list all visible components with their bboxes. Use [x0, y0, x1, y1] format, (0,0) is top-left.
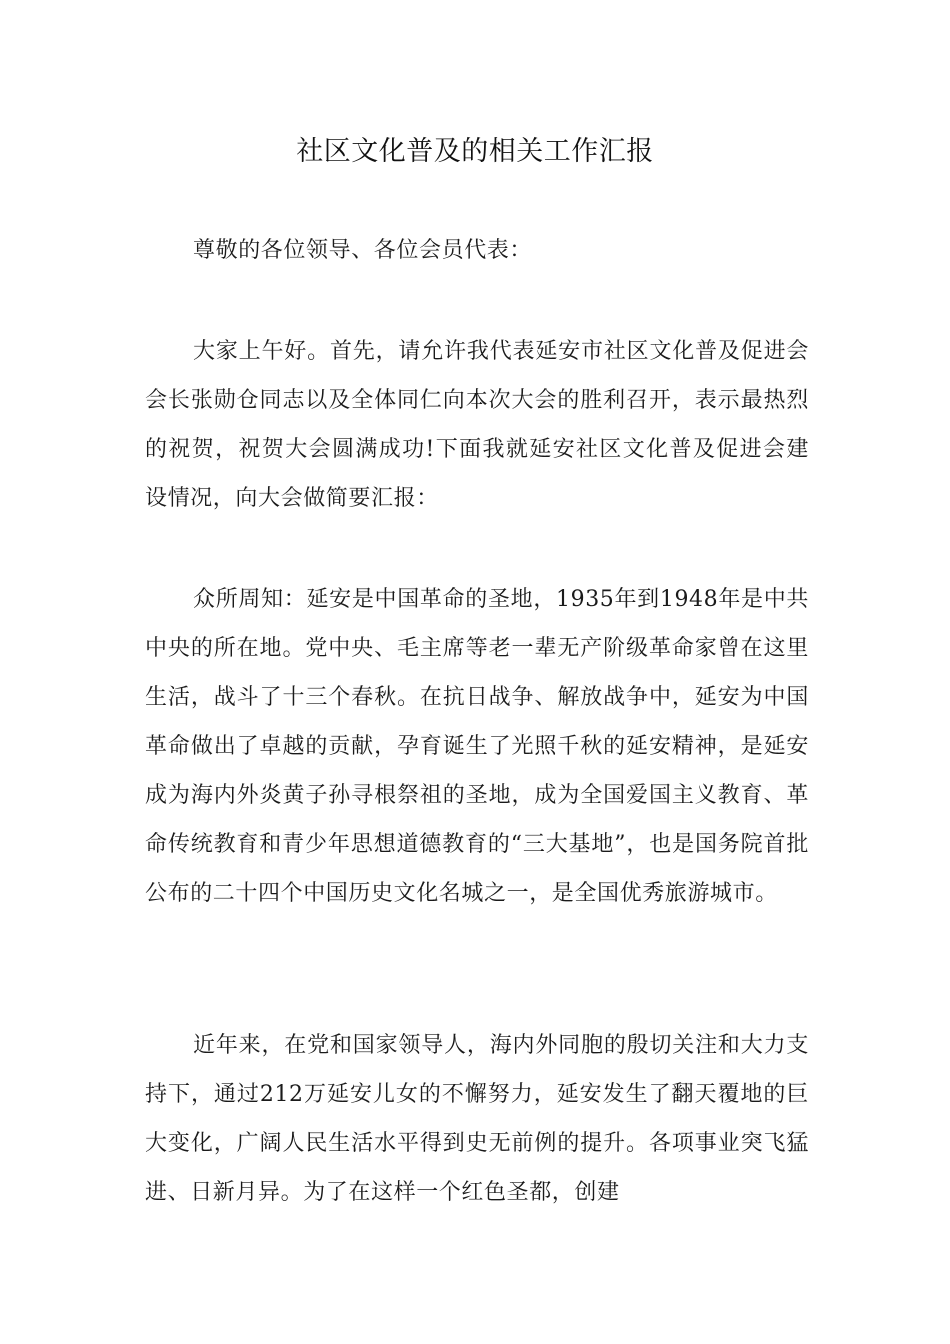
document-title: 社区文化普及的相关工作汇报	[296, 136, 654, 167]
paragraph-salutation: 尊敬的各位领导、各位会员代表：	[193, 238, 533, 263]
paragraph-yanan-history: 众所周知：延安是中国革命的圣地，1935年到1948年是中共中央的所在地。党中央、毛主席等老一辈无产阶级革命家曾在这里生活，战斗了十三个春秋。在抗日战争、解放战争中，延安为中国革命做出了卓越的贡献，孕育诞生了光照千秋的延安精神，是延安成为海内外炎黄子孙寻根祭祖的圣地，成为全国爱国主义教育、革命传统教育和青少年思想道德教育的“三大基地”，也是国务院首批公布的二十四个中国历史文化名城之一，是全国优秀旅游城市。	[145, 587, 809, 906]
paragraph-greeting: 大家上午好。首先，请允许我代表延安市社区文化普及促进会会长张勋仓同志以及全体同仁向本次大会的胜利召开，表示最热烈的祝贺，祝贺大会圆满成功!下面我就延安社区文化普及促进会建设情况，向大会做简要汇报：	[145, 339, 809, 511]
paragraph-recent-development: 近年来，在党和国家领导人，海内外同胞的殷切关注和大力支持下，通过212万延安儿女的不懈努力，延安发生了翻天覆地的巨大变化，广阔人民生活水平得到史无前例的提升。各项事业突飞猛进、日新月异。为了在这样一个红色圣都，创建	[145, 1033, 809, 1205]
